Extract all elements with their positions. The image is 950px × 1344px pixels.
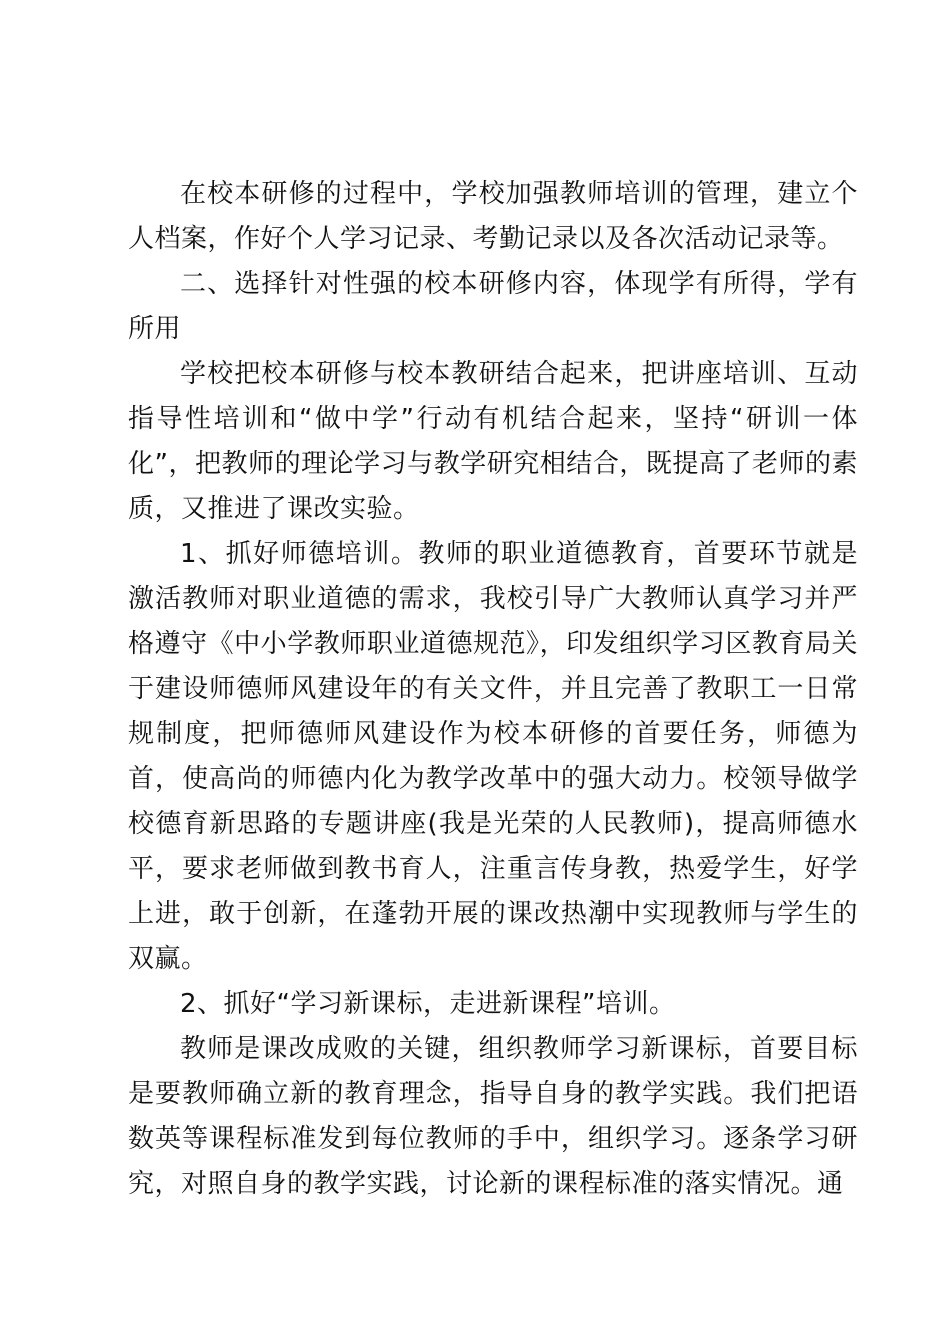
paragraph-curriculum-training-heading: 2、抓好“学习新课标，走进新课程”培训。 xyxy=(180,989,676,1019)
paragraph-curriculum-standards: 教师是课改成败的关键，组织教师学习新课标，首要目标是要教师确立新的教育理念，指导自身的教学实践。我们把语数英等课程标准发到每位教师的手中，组织学习。逐条学习研究，对照自身的教学实践，讨论新的课程标准的落实情况。通 xyxy=(128,1034,858,1199)
document-body xyxy=(128,172,858,1207)
paragraph-ethics-training: 1、抓好师德培训。教师的职业道德教育，首要环节就是激活教师对职业道德的需求，我校引导广大教师认真学习并严格遵守《中小学教师职业道德规范》，印发组织学习区教育局关于建设师德师风建设年的有关文件，并且完善了教职工一日常规制度，把师德师风建设作为校本研修的首要任务，师德为首，使高尚的师德内化为教学改革中的强大动力。校领导做学校德育新思路的专题讲座(我是光荣的人民教师)，提高师德水平，要求老师做到教书育人，注重言传身教，热爱学生，好学上进，敢于创新，在蓬勃开展的课改热潮中实现教师与学生的双赢。 xyxy=(128,539,858,974)
paragraph-record-keeping: 在校本研修的过程中，学校加强教师培训的管理，建立个人档案，作好个人学习记录、考勤记录以及各次活动记录等。 xyxy=(128,179,858,254)
section-heading-two: 二、选择针对性强的校本研修内容，体现学有所得，学有所用 xyxy=(128,269,858,344)
paragraph-research-integration: 学校把校本研修与校本教研结合起来，把讲座培训、互动指导性培训和“做中学”行动有机结合起来，坚持“研训一体化”，把教师的理论学习与教学研究相结合，既提高了老师的素质，又推进了课改实验。 xyxy=(128,359,858,524)
